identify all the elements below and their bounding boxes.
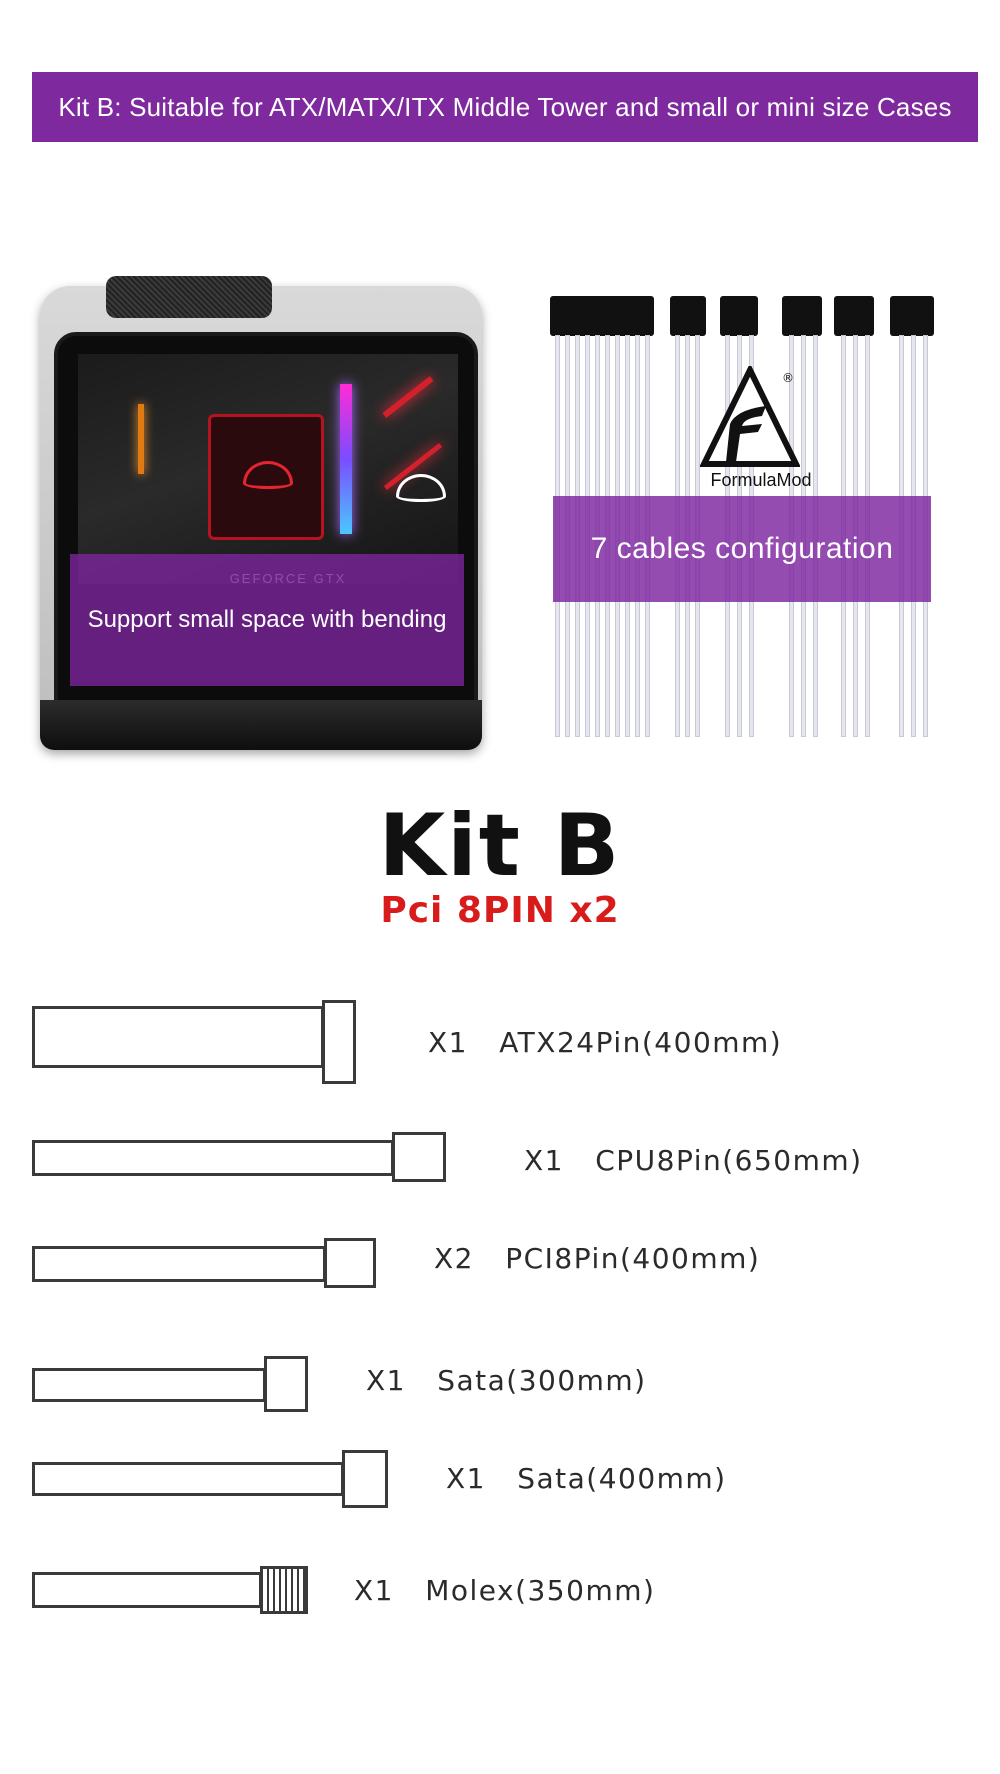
- cpu-cooler: [208, 414, 324, 540]
- cable-diagram-sata400: [32, 1450, 402, 1506]
- cables-overlay-caption: 7 cables configuration: [553, 496, 931, 602]
- top-vent: [106, 276, 272, 318]
- cable-label: X1 ATX24Pin(400mm): [428, 1026, 783, 1059]
- cable-diagram-pci8: [32, 1238, 382, 1286]
- kit-subtitle: Pci 8PIN x2: [380, 890, 620, 931]
- red-accent: [383, 376, 434, 418]
- formulamod-logo-icon: [700, 366, 800, 476]
- pci-plug: [720, 296, 758, 336]
- cable-diagram-cpu8: [32, 1132, 452, 1178]
- rog-logo-icon: [243, 461, 293, 489]
- cable-label: X1 CPU8Pin(650mm): [524, 1144, 863, 1177]
- molex-plug: [890, 296, 934, 336]
- sata-plug: [782, 296, 822, 336]
- cable-diagram-atx24: [32, 1000, 362, 1068]
- motherboard: [78, 354, 458, 584]
- cable-label: X1 Sata(400mm): [446, 1462, 727, 1495]
- cable-diagram-molex: [32, 1566, 332, 1614]
- cable-label: X1 Molex(350mm): [354, 1574, 656, 1607]
- cpu-plug: [670, 296, 706, 336]
- orange-accent: [138, 404, 144, 474]
- cable-diagram-sata300: [32, 1356, 322, 1410]
- brand-name: FormulaMod: [710, 470, 812, 490]
- kit-title: Kit B: [378, 796, 622, 896]
- atx24-plug: [550, 296, 654, 336]
- rog-logo-icon: [396, 474, 446, 502]
- cable-label: X1 Sata(300mm): [366, 1364, 647, 1397]
- cable-label: X2 PCI8Pin(400mm): [434, 1242, 761, 1275]
- sata-plug: [834, 296, 874, 336]
- registered-mark: ®: [782, 371, 794, 385]
- rgb-ram: [340, 384, 352, 534]
- top-banner: Kit B: Suitable for ATX/MATX/ITX Middle Tower and small or mini size Cases: [32, 72, 978, 142]
- case-base: [40, 700, 482, 750]
- case-overlay-caption: Support small space with bending: [70, 554, 464, 686]
